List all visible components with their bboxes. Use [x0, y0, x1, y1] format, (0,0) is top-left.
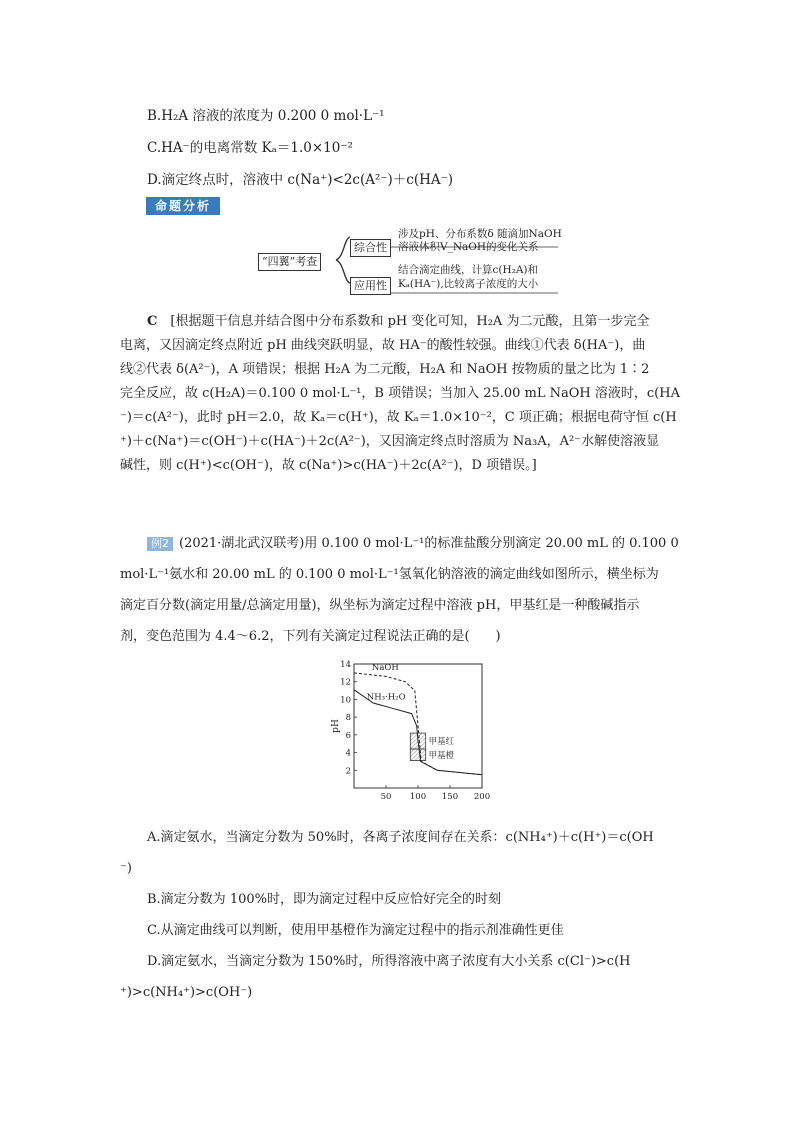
- band-label: 甲基橙: [428, 750, 455, 761]
- analysis-line: 线②代表 δ(A²⁻)，A 项错误；根据 H₂A 为二元酸，H₂A 和 NaOH 按物质的量之比为 1∶2: [120, 362, 650, 377]
- band-hatch: [423, 758, 426, 761]
- y-tick-label: 14: [340, 660, 351, 670]
- mindmap-branch-application: 应用性: [350, 277, 391, 295]
- y-tick-label: 10: [340, 695, 351, 706]
- analysis-line: [120, 310, 680, 334]
- x-tick-label: 100: [409, 792, 427, 802]
- titration-chart: [330, 658, 490, 808]
- mindmap-text: Kₐ(HA⁻),比较离子浓度的大小: [398, 278, 539, 290]
- y-tick-label: 12: [340, 677, 351, 688]
- y-axis-label: pH: [331, 719, 341, 733]
- analysis-answer: C: [147, 314, 158, 329]
- band-hatch: [410, 749, 414, 753]
- analysis-line: 碱性，则 c(H⁺)<c(OH⁻)，故 c(Na⁺)>c(HA⁻)＋2c(A²⁻)，D 项错误。]: [120, 458, 537, 473]
- band-hatch: [410, 733, 414, 737]
- y-tick-label: 4: [345, 748, 351, 759]
- series-label: NaOH: [371, 663, 399, 674]
- x-tick-label: 50: [380, 792, 392, 802]
- answer-options: [120, 822, 680, 1008]
- analysis-line: 电离，又因滴定终点附近 pH 曲线突跃明显，故 HA⁻的酸性较强。曲线①代表 δ(HA⁻)，曲: [120, 338, 646, 353]
- y-tick-label: 2: [345, 766, 351, 777]
- option-c: C.HA⁻的电离常数 Kₐ＝1.0×10⁻²: [147, 140, 353, 156]
- example-line: [120, 528, 680, 559]
- example-line: mol·L⁻¹氨水和 20.00 mL 的 0.100 0 mol·L⁻¹氢氧化钠溶液的滴定曲线如图所示，横坐标为: [120, 567, 659, 582]
- option-b: B.H₂A 溶液的浓度为 0.200 0 mol·L⁻¹: [147, 108, 385, 124]
- band-hatch: [422, 746, 425, 749]
- analysis-line: 完全反应，故 c(H₂A)＝0.100 0 mol·L⁻¹，B 项错误；当加入 25.00 mL NaOH 溶液时，c(HA: [120, 386, 680, 401]
- answer-option-b: B.滴定分数为 100%时，即为滴定过程中反应恰好完全的时刻: [147, 892, 501, 907]
- mindmap-root: “四翼”考查: [258, 253, 321, 271]
- titration-chart-svg: [330, 658, 490, 808]
- series-label: NH₃·H₂O: [366, 692, 406, 703]
- mindmap-text: 涉及pH、分布系数δ 随滴加NaOH: [398, 228, 562, 240]
- series-line: [354, 690, 482, 775]
- option-d: D.滴定终点时，溶液中 c(Na⁺)<2c(A²⁻)＋c(HA⁻): [147, 172, 454, 188]
- analysis-line: ⁺)＋c(Na⁺)＝c(OH⁻)＋c(HA⁻)＋2c(A²⁻)，又因滴定终点时溶质为 Na₃A，A²⁻水解使溶液显: [120, 434, 660, 449]
- x-tick-label: 200: [473, 792, 490, 802]
- band-hatch: [410, 749, 418, 757]
- answer-option-d: D.滴定氨水，当滴定分数为 150%时，所得溶液中离子浓度有大小关系 c(Cl⁻)>c(H: [147, 954, 631, 969]
- answer-option-a-cont: ⁻): [120, 861, 132, 876]
- example-tag: 例2: [147, 537, 173, 551]
- x-tick-label: 150: [441, 792, 459, 802]
- band-label: 甲基红: [428, 737, 455, 748]
- mindmap-text: 溶液体积V_NaOH的变化关系: [398, 241, 539, 253]
- analysis-text: [根据题干信息并结合图中分布系数和 pH 变化可知，H₂A 为二元酸，且第一步完全: [170, 314, 650, 329]
- series-line: [354, 673, 482, 775]
- answer-option-a: A.滴定氨水，当滴定分数为 50%时，各离子浓度间存在关系：c(NH₄⁺)＋c(H⁺)＝c(OH: [147, 830, 654, 845]
- section-tag: 命题分析: [146, 197, 220, 215]
- example-text: (2021·湖北武汉联考)用 0.100 0 mol·L⁻¹的标准盐酸分别滴定 20.00 mL 的 0.100 0: [179, 536, 679, 551]
- example-block: [120, 528, 680, 652]
- analysis-block: [120, 310, 680, 478]
- mindmap: [258, 227, 568, 297]
- example-line: 剂，变色范围为 4.4～6.2，下列有关滴定过程说法正确的是( ): [120, 629, 501, 644]
- mindmap-text: 结合滴定曲线，计算c(H₂A)和: [398, 264, 539, 276]
- mindmap-branch-synthesis: 综合性: [350, 239, 391, 257]
- analysis-line: ⁻)＝c(A²⁻)，此时 pH＝2.0，故 Kₐ＝c(H⁺)，故 Kₐ＝1.0×10⁻²，C 项正确；根据电荷守恒 c(H: [120, 410, 677, 425]
- answer-option-d-cont: ⁺)>c(NH₄⁺)>c(OH⁻): [120, 985, 253, 1000]
- answer-option-c: C.从滴定曲线可以判断，使用甲基橙作为滴定过程中的指示剂准确性更佳: [147, 923, 564, 938]
- y-tick-label: 8: [345, 713, 351, 724]
- example-line: 滴定百分数(滴定用量/总滴定用量)，纵坐标为滴定过程中溶液 pH，甲基红是一种酸碱指示: [120, 598, 640, 613]
- y-tick-label: 6: [345, 730, 351, 741]
